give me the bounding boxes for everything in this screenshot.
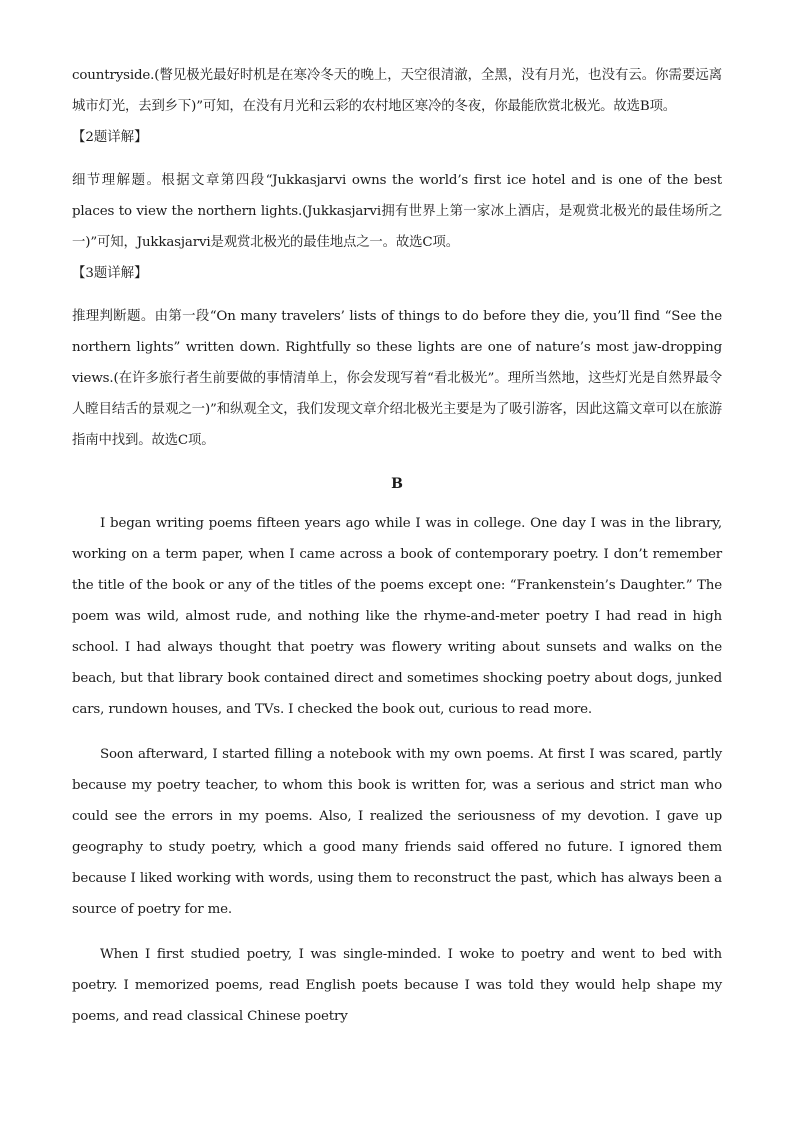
- q1-analysis-tail: countryside.(瞥见极光最好时机是在寒冷冬天的晚上，天空很清澈，全黑，没有月光，也没有云。你需要远离城市灯光，去到乡下)”可知，在没有月光和云彩的农村地区寒冷的冬夜，你最能欣赏北极光。故选B项。: [72, 68, 722, 114]
- q2-analysis: 细节理解题。根据文章第四段“Jukkasjarvi owns the world’s first ice hotel and is one of the best places to view the northern lights.(Jukkasjarvi拥有世界上第一家冰上酒店，是观赏北极光的最佳场所之一)”可知，Jukkasjarvi是观赏北极光的最佳地点之一。故选C项。: [72, 173, 722, 250]
- passage-paragraph-2: Soon afterward, I started filling a notebook with my own poems. At first I was scared, partly because my poetry teacher, to whom this book is written for, was a serious and strict man who could see the errors in my poems. Also, I realized the seriousness of my devotion. I gave up geography to study poetry, which a good many friends said offered no future. I ignored them because I liked working with words, using them to reconstruct the past, which has always been a source of poetry for me.: [72, 747, 722, 917]
- q3-heading: 【3题详解】: [72, 266, 148, 281]
- section-b-title: B: [391, 476, 403, 492]
- document-page: [72, 60, 722, 1032]
- q2-heading: 【2题详解】: [72, 130, 148, 145]
- q3-analysis: 推理判断题。由第一段“On many travelers’ lists of things to do before they die, you’ll find “See the northern lights” written down. Rightfully so these lights are one of nature’s most jaw-dropping views.(在许多旅行者生前要做的事情清单上，你会发现写着“看北极光”。理所当然地，这些灯光是自然界最令人瞠目结舌的景观之一)”和纵观全文，我们发现文章介绍北极光主要是为了吸引游客，因此这篇文章可以在旅游指南中找到。故选C项。: [72, 309, 722, 448]
- passage-paragraph-1: I began writing poems fifteen years ago while I was in college. One day I was in the library, working on a term paper, when I came across a book of contemporary poetry. I don’t remember the title of the book or any of the titles of the poems except one: “Frankenstein’s Daughter.” The poem was wild, almost rude, and nothing like the rhyme-and-meter poetry I had read in high school. I had always thought that poetry was flowery writing about sunsets and walks on the beach, but that library book contained direct and sometimes shocking poetry about dogs, junked cars, rundown houses, and TVs. I checked the book out, curious to read more.: [72, 516, 722, 717]
- passage-paragraph-3: When I first studied poetry, I was single-minded. I woke to poetry and went to bed with poetry. I memorized poems, read English poets because I was told they would help shape my poems, and read classical Chinese poetry: [72, 947, 722, 1024]
